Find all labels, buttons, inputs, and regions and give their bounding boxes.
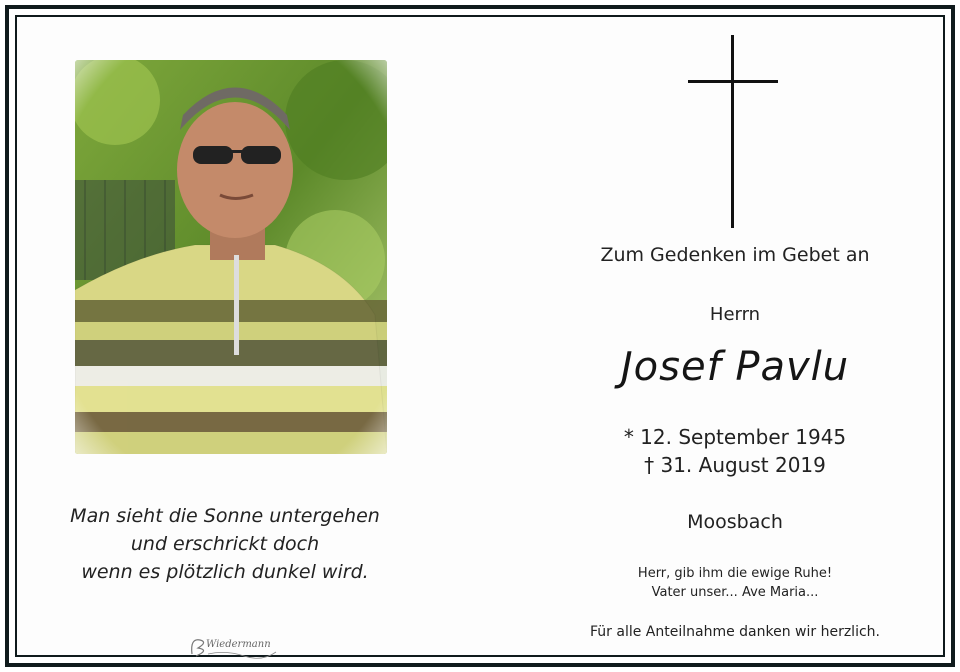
birth-date: * 12. September 1945: [623, 425, 847, 449]
memorial-quote: [30, 502, 420, 586]
printer-signature-logo: [186, 632, 280, 662]
death-date: † 31. August 2019: [644, 453, 826, 477]
quote-line-1: Man sieht die Sonne untergehen: [70, 505, 380, 527]
svg-text:Wiedermann: Wiedermann: [206, 639, 271, 650]
cross-icon: [688, 35, 778, 230]
memorial-intro: Zum Gedenken im Gebet an: [600, 244, 870, 266]
prayer-line-2: Vater unser... Ave Maria...: [651, 585, 819, 600]
thanks-note: Für alle Anteilnahme danken wir herzlich.: [590, 624, 880, 640]
salutation: Herrn: [709, 304, 761, 325]
portrait-photo: [75, 60, 387, 454]
quote-line-3: wenn es plötzlich dunkel wird.: [81, 561, 369, 583]
deceased-name: Josef Pavlu: [620, 344, 850, 390]
prayer-line-1: Herr, gib ihm die ewige Ruhe!: [637, 566, 833, 581]
place-name: Moosbach: [687, 511, 783, 533]
quote-line-2: und erschrickt doch: [130, 533, 320, 555]
